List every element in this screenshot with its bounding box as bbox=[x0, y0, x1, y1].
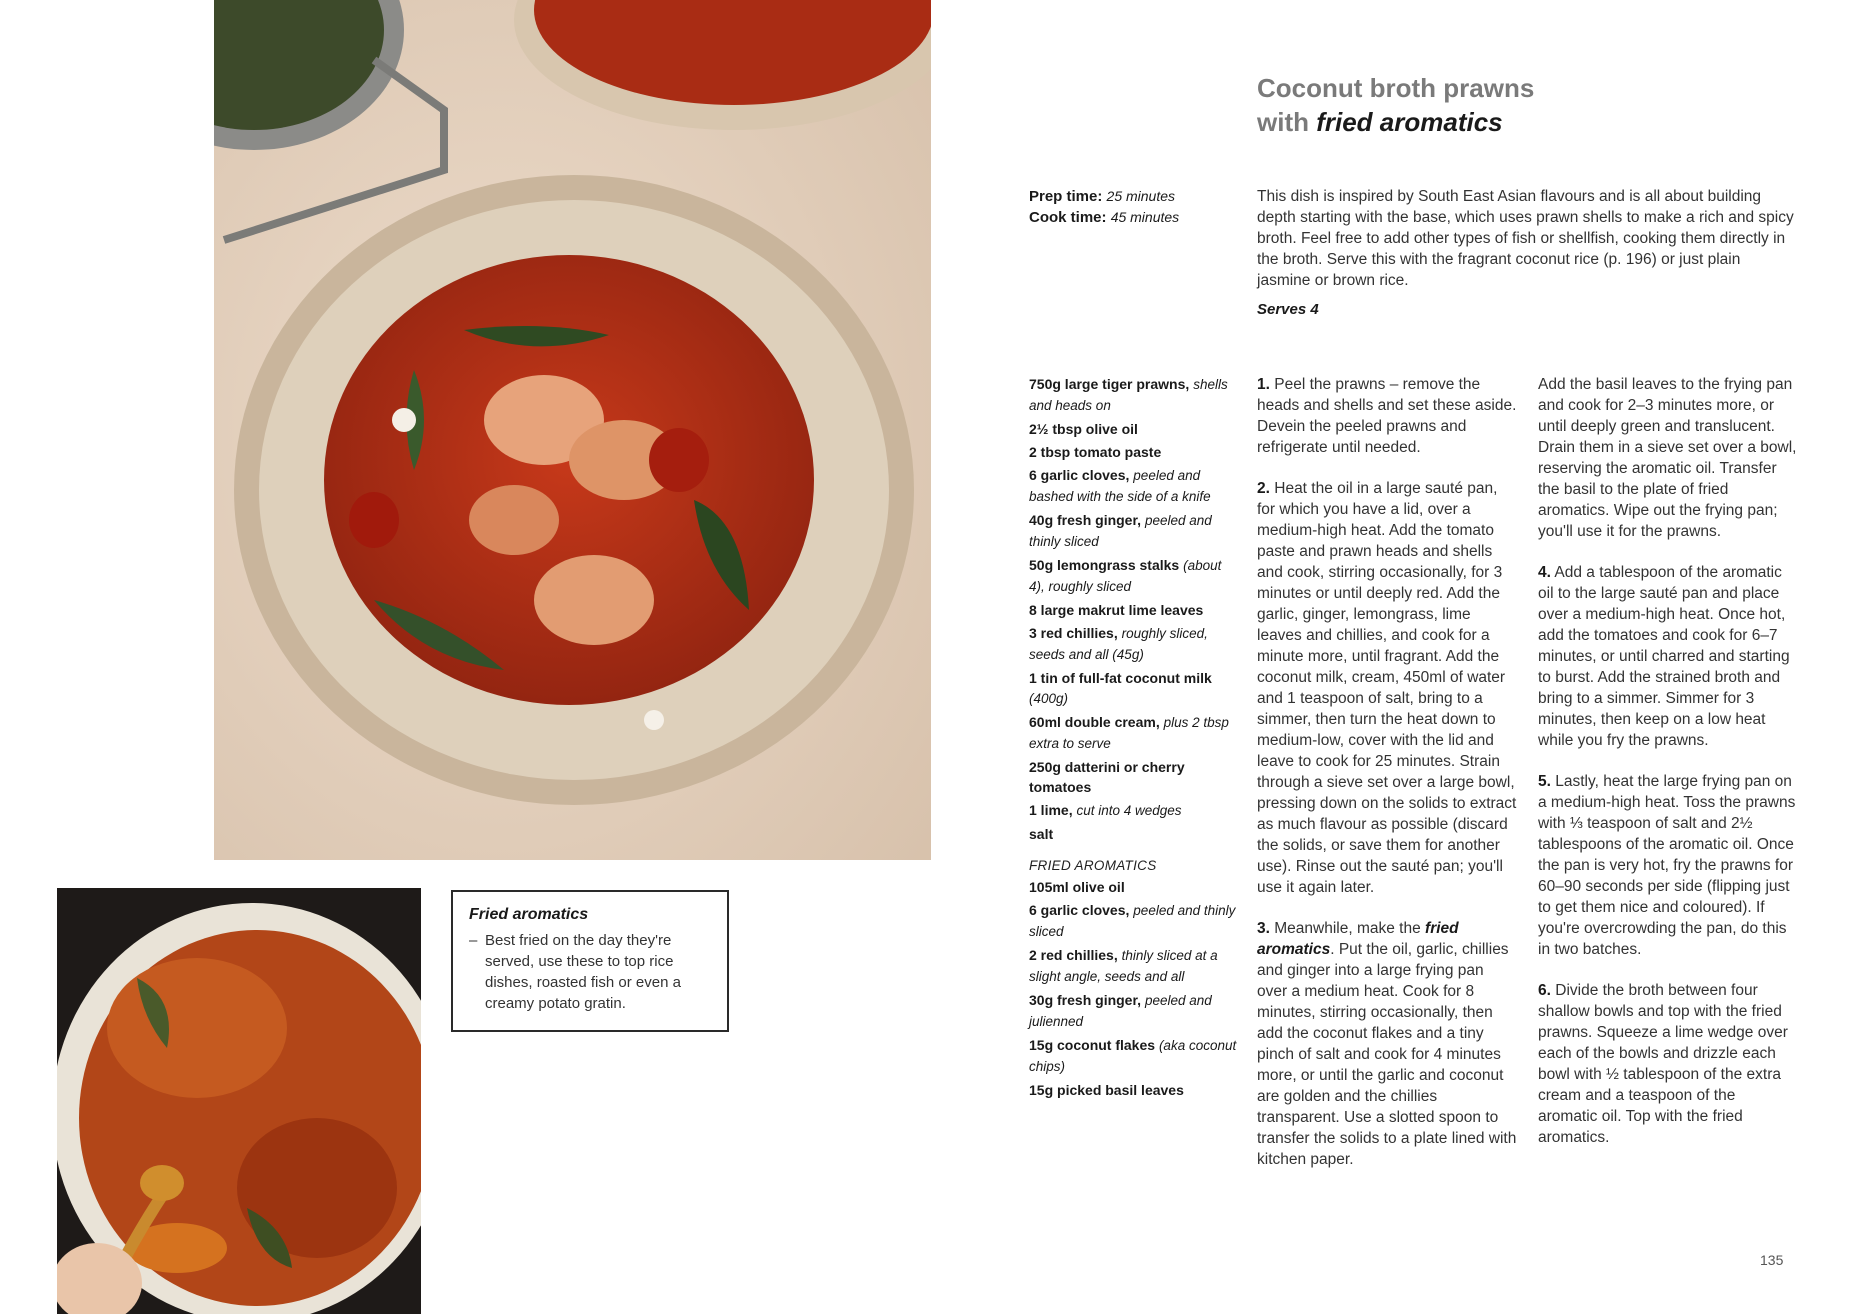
method-column-1 bbox=[1257, 374, 1517, 1190]
ingredient-note: cut into 4 wedges bbox=[1076, 803, 1182, 818]
step-text: Add a tablespoon of the aromatic oil to the large sauté pan and place over a medium-high heat. Once hot, add the tomatoes and cook for 6–7 minutes, or until charred and starting to burst. Add the strained broth and bring to a simmer. Simmer for 3 minutes, then keep on a low heat while you fry the prawns. bbox=[1538, 564, 1790, 749]
fried-aromatics-photo bbox=[57, 888, 421, 1314]
method-step-6 bbox=[1538, 980, 1798, 1148]
ingredient-item bbox=[1029, 374, 1239, 416]
ingredient-note: peeled and bashed with the side of a knife bbox=[1029, 468, 1211, 504]
ingredient-quantity: 6 garlic cloves, bbox=[1029, 467, 1130, 483]
step-number: 1. bbox=[1257, 376, 1270, 393]
step-text-post: . Put the oil, garlic, chillies and ginger into a large frying pan over a medium heat. Cook for 8 minutes, stirring occasionally, then add the coconut flakes and a tiny pinch of salt and cook for 4 minutes more, or until the garlic and coconut are golden and the chillies transparent. Use a slotted spoon to transfer the solids to a plate lined with kitchen paper. bbox=[1257, 941, 1517, 1168]
ingredient-quantity: 1 lime, bbox=[1029, 802, 1073, 818]
tip-title: Fried aromatics bbox=[469, 906, 589, 923]
ingredient-note: thinly sliced at a slight angle, seeds and all bbox=[1029, 948, 1218, 984]
step-text-pre: Meanwhile, make the bbox=[1274, 920, 1426, 937]
ingredient-quantity: 15g coconut flakes bbox=[1029, 1037, 1156, 1053]
step-text: Peel the prawns – remove the heads and shells and set these aside. Devein the peeled prawns and refrigerate until needed. bbox=[1257, 376, 1517, 456]
main-dish-photo bbox=[214, 0, 931, 860]
method-step-3-continued: Add the basil leaves to the frying pan and cook for 2–3 minutes more, or until deeply green and translucent. Drain them in a sieve set over a bowl, reserving the aromatic oil. Transfer the basil to the plate of fried aromatics. Wipe out the frying pan; you'll use it for the prawns. bbox=[1538, 376, 1797, 540]
ingredient-quantity: 250g datterini or cherry tomatoes bbox=[1029, 759, 1185, 795]
ingredient-quantity: 2½ tbsp olive oil bbox=[1029, 421, 1138, 437]
serves: Serves 4 bbox=[1257, 301, 1319, 318]
ingredient-item bbox=[1029, 600, 1239, 620]
tip-text: Best fried on the day they're served, use these to top rice dishes, roasted fish or even a creamy potato gratin. bbox=[485, 932, 681, 1012]
step-text: Divide the broth between four shallow bowls and top with the fried prawns. Squeeze a lime wedge over each of the bowls and drizzle each bowl with ½ tablespoon of the extra cream and a teaspoon of the aromatic oil. Top with the fried aromatics. bbox=[1538, 982, 1788, 1146]
method-step-3 bbox=[1257, 918, 1517, 1170]
ingredient-item bbox=[1029, 510, 1239, 552]
ingredient-item bbox=[1029, 668, 1239, 709]
method-step-2 bbox=[1257, 478, 1517, 898]
ingredient-item bbox=[1029, 800, 1239, 821]
title-line-2-prefix: with bbox=[1257, 107, 1317, 137]
ingredient-quantity: 40g fresh ginger, bbox=[1029, 512, 1142, 528]
method-step-1 bbox=[1257, 374, 1517, 458]
ingredient-item bbox=[1029, 555, 1239, 597]
ingredient-note: peeled and thinly sliced bbox=[1029, 513, 1212, 549]
ingredient-note: plus 2 tbsp extra to serve bbox=[1029, 715, 1229, 751]
prep-time bbox=[1029, 186, 1179, 207]
ingredient-quantity: salt bbox=[1029, 826, 1054, 842]
ingredient-quantity: 750g large tiger prawns, bbox=[1029, 376, 1190, 392]
ingredient-item bbox=[1029, 1035, 1239, 1077]
ingredient-item bbox=[1029, 757, 1239, 797]
tip-box bbox=[451, 890, 729, 1032]
ingredient-quantity: 1 tin of full-fat coconut milk bbox=[1029, 670, 1212, 686]
cook-time-label: Cook time: bbox=[1029, 209, 1107, 226]
step-text: Heat the oil in a large sauté pan, for which you have a lid, over a medium-high heat. Add the tomato paste and prawn heads and shells and cook, stirring occasionally, for 3 minutes or until deeply red. Add the garlic, ginger, lemongrass, lime leaves and chillies, and cook for a minute more, until fragrant. Add the coconut milk, cream, 450ml of water and 1 teaspoon of salt, bring to a simmer, then turn the heat down to medium-low, cover with the lid and leave to cook for 25 minutes. Strain through a sieve set over a large bowl, pressing down on the solids to extract as much flavour as possible (discard the solids, or save them for another use). Rinse out the sauté pan; you'll use it again later. bbox=[1257, 480, 1517, 896]
prep-time-label: Prep time: bbox=[1029, 188, 1103, 205]
ingredient-item bbox=[1029, 1080, 1239, 1100]
fried-aromatics-ingredients bbox=[1029, 877, 1239, 1100]
ingredient-item bbox=[1029, 712, 1239, 754]
pan-of-aromatics-image bbox=[57, 888, 421, 1314]
ingredient-quantity: 105ml olive oil bbox=[1029, 879, 1125, 895]
title-line-2-emphasis: fried aromatics bbox=[1316, 107, 1503, 137]
ingredient-quantity: 6 garlic cloves, bbox=[1029, 902, 1130, 918]
step-number: 5. bbox=[1538, 773, 1551, 790]
main-ingredients bbox=[1029, 374, 1239, 844]
step-number: 3. bbox=[1257, 920, 1270, 937]
ingredient-item bbox=[1029, 877, 1239, 897]
ingredient-item bbox=[1029, 465, 1239, 507]
ingredient-note: peeled and thinly sliced bbox=[1029, 903, 1236, 939]
ingredient-item bbox=[1029, 419, 1239, 439]
tip-dash: – bbox=[469, 932, 478, 949]
ingredients-list bbox=[1029, 374, 1239, 1103]
step-number: 2. bbox=[1257, 480, 1270, 497]
cook-time-value: 45 minutes bbox=[1110, 209, 1180, 225]
ingredient-quantity: 3 red chillies, bbox=[1029, 625, 1118, 641]
title-line-1: Coconut broth prawns bbox=[1257, 73, 1535, 103]
prep-time-value: 25 minutes bbox=[1106, 188, 1176, 204]
ingredient-note: roughly sliced, seeds and all (45g) bbox=[1029, 626, 1208, 662]
ingredient-note: (400g) bbox=[1029, 691, 1069, 706]
fried-aromatics-heading: FRIED AROMATICS bbox=[1029, 858, 1157, 873]
ingredient-quantity: 8 large makrut lime leaves bbox=[1029, 602, 1204, 618]
step-text: Lastly, heat the large frying pan on a medium-high heat. Toss the prawns with ⅓ teaspoon of salt and 2½ tablespoons of the aromatic oil. Once the pan is very hot, fry the prawns for 60–90 seconds per side (flipping just to get them nice and coloured). If you're overcrowding the pan, do this in two batches. bbox=[1538, 773, 1796, 958]
ingredient-note: peeled and julienned bbox=[1029, 993, 1212, 1029]
page-number: 135 bbox=[1760, 1252, 1784, 1268]
ingredient-quantity: 60ml double cream, bbox=[1029, 714, 1160, 730]
recipe-intro: This dish is inspired by South East Asian flavours and is all about building depth starting with the base, which uses prawn shells to make a rich and spicy broth. Feel free to add other types of fish or shellfish, cooking them directly in the broth. Serve this with the fragrant coconut rice (p. 196) or just plain jasmine or brown rice. bbox=[1257, 188, 1794, 289]
ingredient-quantity: 2 red chillies, bbox=[1029, 947, 1118, 963]
recipe-title bbox=[1257, 71, 1534, 139]
step-number: 4. bbox=[1538, 564, 1551, 581]
title-line-2 bbox=[1257, 105, 1534, 139]
ingredient-quantity: 2 tbsp tomato paste bbox=[1029, 444, 1162, 460]
ingredient-note: (about 4), roughly sliced bbox=[1029, 558, 1222, 594]
ingredient-item bbox=[1029, 945, 1239, 987]
method-step-4 bbox=[1538, 562, 1798, 751]
method-step-5 bbox=[1538, 771, 1798, 960]
ingredient-item bbox=[1029, 623, 1239, 665]
method-column-2 bbox=[1538, 374, 1798, 1168]
ingredient-quantity: 50g lemongrass stalks bbox=[1029, 557, 1180, 573]
cook-time bbox=[1029, 207, 1179, 228]
recipe-times bbox=[1029, 186, 1179, 228]
bowl-of-prawns-image bbox=[214, 0, 931, 860]
ingredient-quantity: 15g picked basil leaves bbox=[1029, 1082, 1184, 1098]
ingredient-item bbox=[1029, 442, 1239, 462]
tip-item bbox=[469, 930, 711, 1014]
ingredient-item bbox=[1029, 900, 1239, 942]
step-number: 6. bbox=[1538, 982, 1551, 999]
ingredient-quantity: 30g fresh ginger, bbox=[1029, 992, 1142, 1008]
ingredient-note: (aka coconut chips) bbox=[1029, 1038, 1237, 1074]
step-text-emphasis: fried aromatics bbox=[1257, 920, 1459, 958]
ingredient-note: shells and heads on bbox=[1029, 377, 1228, 413]
ingredient-item bbox=[1029, 990, 1239, 1032]
ingredient-item bbox=[1029, 824, 1239, 844]
